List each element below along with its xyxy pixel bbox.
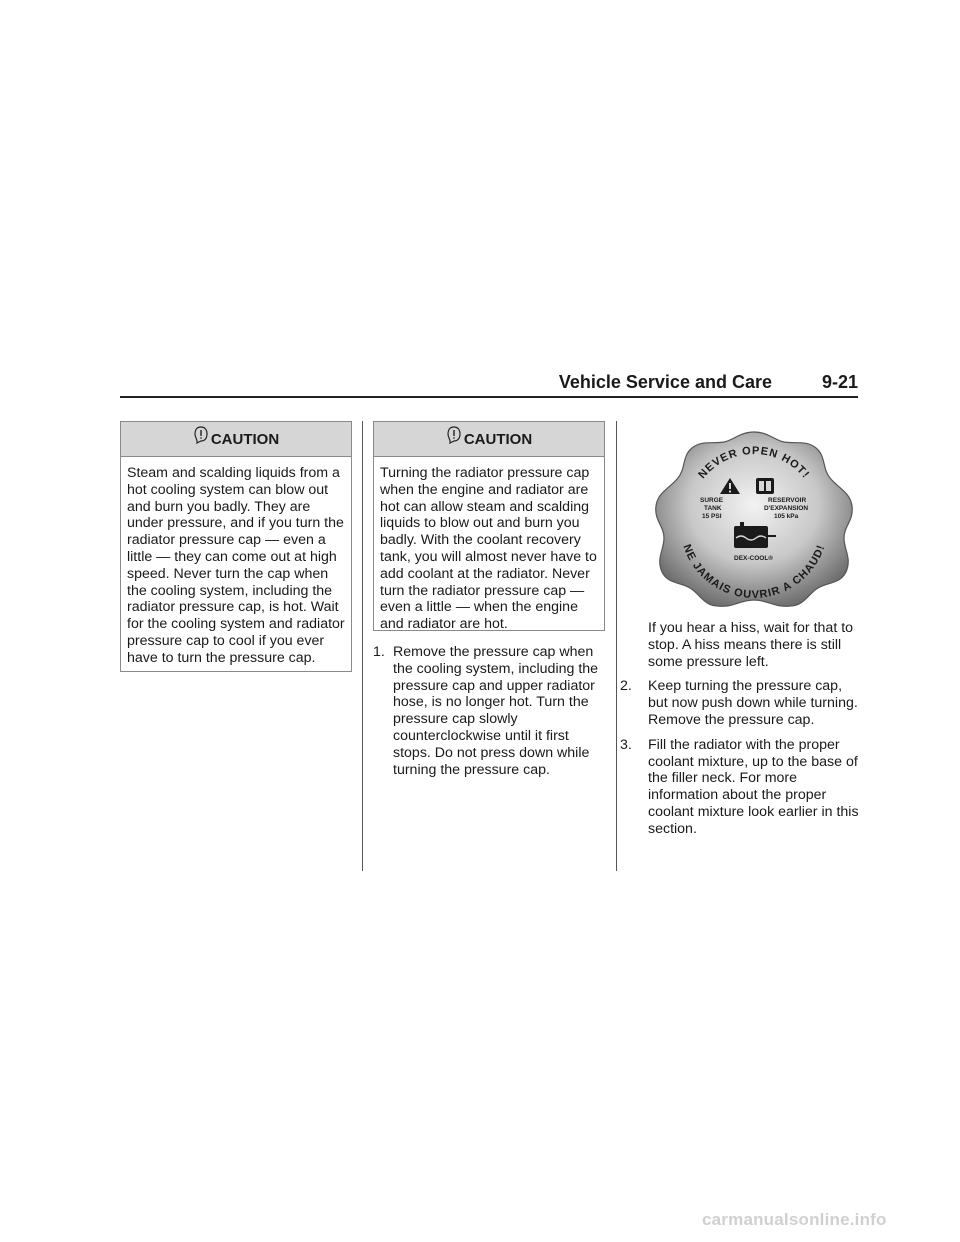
owner-manual-icon: [756, 478, 774, 494]
column-divider-2: [616, 421, 617, 871]
watermark-text: carmanualsonline.info: [702, 1210, 887, 1229]
dexcool-label: DEX-COOL®: [734, 555, 774, 562]
radiator-cap-illustration: [650, 426, 858, 610]
page-header: [120, 368, 858, 398]
column-divider-1: [362, 421, 363, 871]
caution-box-1: [120, 421, 352, 672]
section-title: Vehicle Service and Care: [558, 372, 772, 392]
step-number: 3.: [620, 736, 632, 753]
step-1: [373, 644, 605, 786]
steps-right-column: [620, 620, 860, 846]
cap-top-text: NEVER OPEN HOT!: [696, 444, 812, 481]
cap-bottom-text: NE JAMAIS OUVRIR A CHAUD!: [680, 542, 828, 602]
psi-label: 15 PSI: [702, 513, 722, 520]
step-2: [620, 678, 860, 728]
caution-box-2: [373, 421, 605, 631]
expansion-label: D'EXPANSION: [764, 505, 809, 512]
step-text: Keep turning the pressure cap, but now push down while turning. Remove the pressure cap.: [648, 678, 858, 728]
surge-label: SURGE: [700, 497, 724, 504]
step-number: 2.: [620, 678, 632, 695]
hiss-note: If you hear a hiss, wait for that to stop. A hiss means there is still some pressure left.: [648, 620, 854, 670]
step-item: [373, 644, 605, 778]
caution-header: [121, 422, 351, 457]
caution-header: [374, 422, 604, 457]
step-text: Remove the pressure cap when the cooling system, including the pressure cap and upper radiator hose, is no longer hot. Turn the pressure cap slowly counterclockwise until it first stops. Do not press down while turning the pressure cap.: [393, 644, 599, 778]
step-3: [620, 737, 860, 838]
caution-text: Turning the radiator pressure cap when the engine and radiator are hot can allow steam and scalding liquids to blow out and burn you badly. With the coolant recovery tank, you will almost never have to add coolant at the radiator. Never turn the radiator pressure cap — even a little — when the engine and radiator are hot.: [380, 465, 597, 633]
kpa-label: 105 kPa: [774, 513, 799, 520]
page-number: 9-21: [821, 372, 858, 392]
caution-title: CAUTION: [210, 430, 280, 448]
step-text: Fill the radiator with the proper coolant mixture, up to the base of the filler neck. For more information about the proper coolant mixture look earlier in this section.: [648, 736, 859, 837]
reservoir-label: RESERVOIR: [768, 497, 807, 504]
caution-text: Steam and scalding liquids from a hot cooling system can blow out and burn you badly. They are under pressure, and if you turn the radiator pressure cap — even a little — they can come out at high speed. Never turn the cap when the cooling system, including the radiator pressure cap, is hot. Wait for the cooling system and radiator pressure cap to cool if you ever have to turn the pressure cap.: [127, 465, 345, 666]
tank-label: TANK: [704, 505, 722, 512]
caution-icon: [193, 425, 209, 445]
caution-title: CAUTION: [463, 430, 533, 448]
step-number: 1.: [373, 644, 385, 660]
caution-icon: [446, 425, 462, 445]
